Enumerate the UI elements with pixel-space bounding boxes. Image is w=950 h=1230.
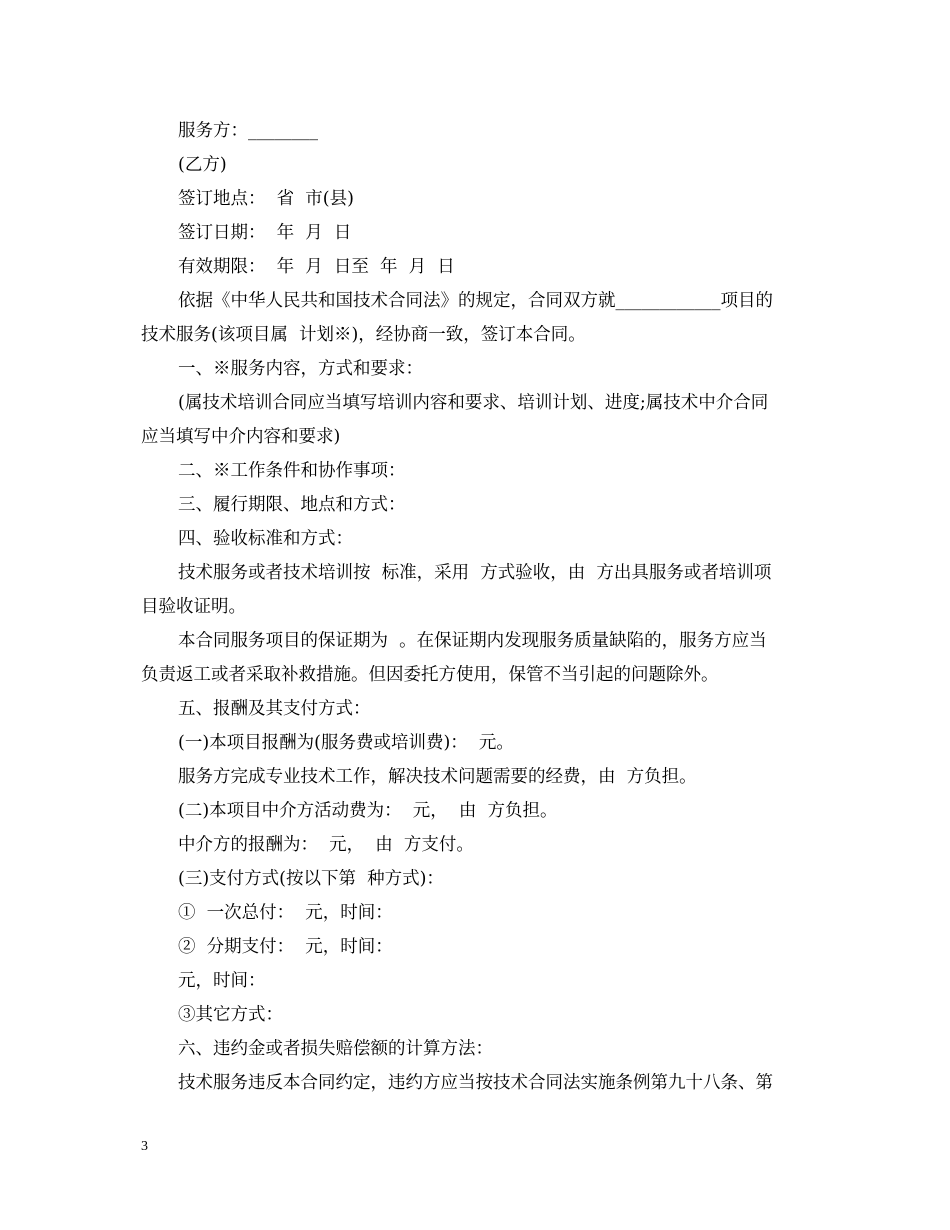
text-line: 技术服务(该项目属 计划※)，经协商一致，签订本合同。 bbox=[141, 325, 586, 345]
text-line: 依据《中华人民共和国技术合同法》的规定，合同双方就____________项目的 bbox=[178, 291, 773, 311]
text-line: 六、违约金或者损失赔偿额的计算方法： bbox=[178, 1039, 493, 1059]
text-line: (一)本项目报酬为(服务费或培训费)： 元。 bbox=[178, 733, 514, 753]
text-line: 本合同服务项目的保证期为 。在保证期内发现服务质量缺陷的，服务方应当 bbox=[178, 631, 767, 651]
contract-body bbox=[141, 114, 813, 1100]
text-line: 目验收证明。 bbox=[141, 597, 246, 617]
text-line: ③其它方式： bbox=[178, 1005, 283, 1025]
text-line: 服务方完成专业技术工作，解决技术问题需要的经费，由 方负担。 bbox=[178, 767, 697, 787]
text-line: (属技术培训合同应当填写培训内容和要求、培训计划、进度;属技术中介合同 bbox=[178, 393, 769, 413]
text-line: 签订日期： 年 月 日 bbox=[178, 223, 352, 243]
text-line: (三)支付方式(按以下第 种方式)： bbox=[178, 869, 444, 889]
text-line: ② 分期支付： 元，时间： bbox=[178, 937, 393, 957]
text-line: 签订地点： 省 市(县) bbox=[178, 189, 354, 209]
text-line: (乙方) bbox=[178, 155, 227, 175]
text-line: 技术服务违反本合同约定，违约方应当按技术合同法实施条例第九十八条、第 bbox=[178, 1073, 773, 1093]
text-line: 服务方：________ bbox=[178, 121, 318, 141]
text-line: 二、※工作条件和协作事项： bbox=[178, 461, 406, 481]
text-line: 有效期限： 年 月 日至 年 月 日 bbox=[178, 257, 455, 277]
text-line: 技术服务或者技术培训按 标准，采用 方式验收，由 方出具服务或者培训项 bbox=[178, 563, 772, 583]
text-line: (二)本项目中介方活动费为： 元， 由 方负担。 bbox=[178, 801, 558, 821]
text-line: 中介方的报酬为： 元， 由 方支付。 bbox=[178, 835, 474, 855]
text-line: 负责返工或者采取补救措施。但因委托方使用，保管不当引起的问题除外。 bbox=[141, 665, 719, 685]
text-line: 应当填写中介内容和要求) bbox=[141, 427, 341, 447]
text-line: 四、验收标准和方式： bbox=[178, 529, 353, 549]
text-line: 一、※服务内容，方式和要求： bbox=[178, 359, 423, 379]
text-line: 三、履行期限、地点和方式： bbox=[178, 495, 406, 515]
text-line: ① 一次总付： 元，时间： bbox=[178, 903, 393, 923]
text-line: 元，时间： bbox=[178, 971, 266, 991]
page-number: 3 bbox=[141, 1139, 148, 1154]
text-line: 五、报酬及其支付方式： bbox=[178, 699, 371, 719]
